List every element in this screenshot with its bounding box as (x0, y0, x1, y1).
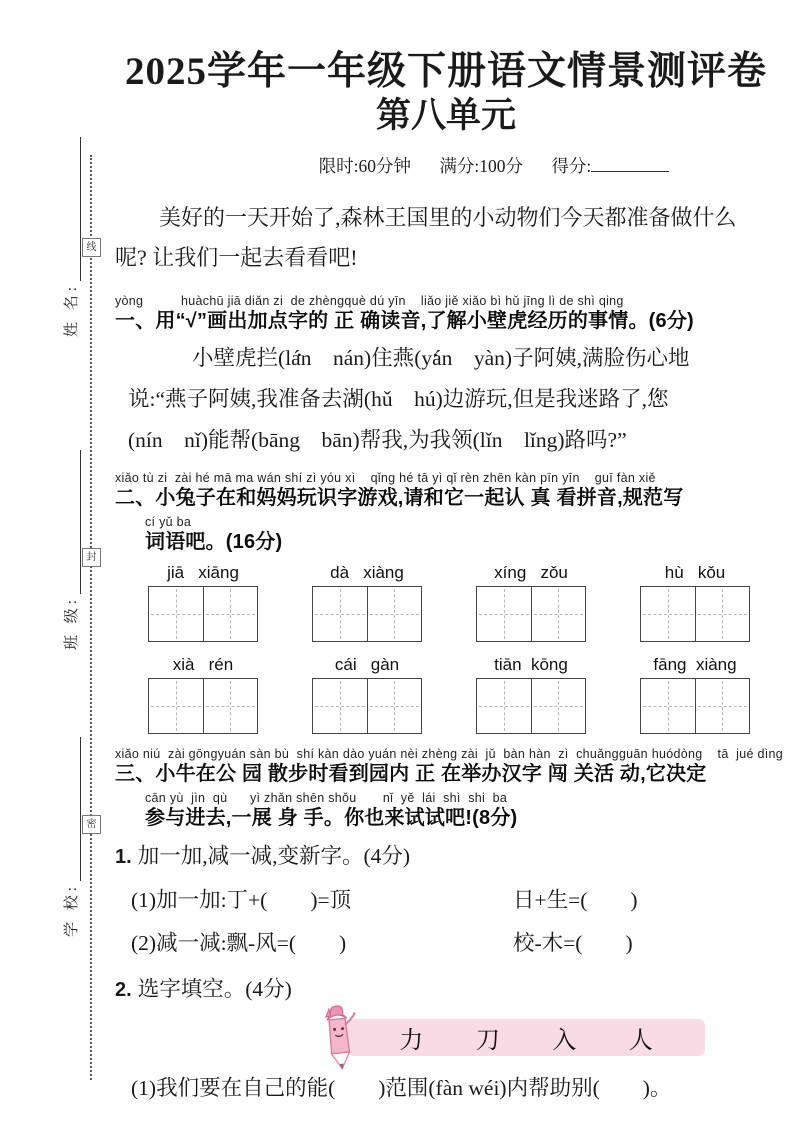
emphasized-character: 您 • (647, 387, 669, 411)
word-item (640, 655, 750, 734)
word-grid-row-2 (115, 655, 777, 734)
section-3 (115, 747, 784, 1104)
section-3-heading-2: 参与进去,一展 身 手。你也来试试吧!(8分) (145, 807, 518, 830)
class-field (51, 450, 81, 650)
word-pinyin-label: xíng zǒu (494, 563, 568, 583)
writing-cell (367, 678, 423, 734)
school-field-label: 学 校: (64, 883, 80, 937)
writing-cell (148, 678, 204, 734)
q1-equation-row (115, 928, 777, 958)
choice-character: 刀 (475, 1028, 500, 1055)
passage-text: 说:“燕子阿姨,我准备去 (128, 387, 343, 412)
emphasized-character: 燕 • (393, 346, 415, 370)
writing-cell (367, 586, 423, 642)
question-1-number: 1. (115, 846, 132, 869)
writing-cell (531, 586, 587, 642)
section-3-heading-1: 三、小牛在公 园 散步时看到园内 正 在举办汉字 闯 关活 动,它决定 (115, 763, 707, 786)
passage-line (128, 420, 777, 461)
section-2 (115, 471, 777, 734)
school-field (51, 737, 81, 937)
writing-grid (640, 586, 750, 642)
passage-text: 小壁虎 (192, 346, 257, 371)
passage-text: (nín nǐ)能 (128, 428, 230, 453)
writing-grid (312, 678, 422, 734)
writing-cell (531, 678, 587, 734)
seal-dotted-line (90, 155, 92, 1080)
seal-char-feng: 封 (82, 548, 101, 567)
seal-char-mi: 密 (82, 815, 101, 834)
score-blank (591, 156, 669, 172)
section-3-pinyin-1: xiǎo niú zài gōngyuán sàn bù shí kàn dào yuán nèi zhèng zài jǔ bàn hàn zì chuǎngguān huódòng tā jué dìng (115, 747, 784, 762)
question-1-title (115, 841, 777, 872)
writing-cell (148, 586, 204, 642)
word-item (640, 563, 750, 642)
passage-text: (yán yàn)子阿姨,满脸伤心地 (414, 346, 690, 371)
section-2-heading-2: 词语吧。(16分) (145, 531, 283, 554)
emphasized-character: 湖 • (342, 387, 364, 411)
time-limit-label: 限时:60分钟 (318, 156, 412, 177)
emphasized-character: 领 • (451, 428, 473, 452)
page-title: 2025学年一年级下册语文情景测评卷 (124, 50, 767, 93)
passage-text: (bāng bān)帮我,为我 (251, 428, 452, 453)
word-writing-area (115, 563, 777, 734)
choice-characters (347, 1019, 705, 1056)
q1-rows (115, 885, 777, 958)
class-field-label: 班 级: (64, 596, 80, 650)
word-item (312, 655, 422, 734)
word-item (476, 655, 586, 734)
writing-cell (640, 586, 696, 642)
exam-meta-line (115, 153, 777, 178)
word-pinyin-label: fāng xiàng (653, 655, 737, 675)
pencil-mascot-icon (317, 1003, 361, 1073)
question-2-text: 选字填空。(4分) (137, 977, 292, 1002)
question-2-title (115, 974, 777, 1005)
writing-cell (640, 678, 696, 734)
passage-line (128, 338, 777, 379)
q1-equation-left: (1)加一加:丁+( )=顶 (131, 888, 352, 913)
character-choice-area (347, 1019, 705, 1056)
word-pinyin-label: hù kǒu (664, 563, 726, 583)
q1-equation-row (115, 885, 777, 915)
word-item (148, 563, 258, 642)
section-1-pinyin: yòng huàchū jiā diǎn zi de zhèngquè dú yīn liǎo jiě xiǎo bì hǔ jīng lì de shì qing (115, 294, 624, 309)
word-item (476, 563, 586, 642)
word-pinyin-label: cái gàn (334, 655, 400, 675)
writing-cell (695, 678, 751, 734)
question-2-item-1: (1)我们要在自己的能( )范围(fàn wéi)内帮助别( )。 (131, 1076, 672, 1101)
word-item (312, 563, 422, 642)
name-field-label: 姓 名: (64, 283, 80, 337)
word-item (148, 655, 258, 734)
passage-line (128, 379, 777, 420)
section-2-heading-1: 二、小兔子在和妈妈玩识字游戏,请和它一起认 真 看拼音,规范写 (115, 487, 684, 510)
section-1 (115, 294, 777, 461)
writing-grid (148, 586, 258, 642)
writing-cell (312, 586, 368, 642)
name-field (51, 137, 81, 337)
writing-cell (476, 678, 532, 734)
full-score-label: 满分:100分 (439, 156, 524, 177)
passage-text: (lǐn lǐng)路吗?” (472, 428, 627, 453)
q1-equation-right: 日+生=( ) (513, 888, 638, 913)
word-grid-row-1 (115, 563, 777, 642)
choice-character: 入 (552, 1028, 577, 1055)
class-field-blank (62, 450, 81, 594)
score-label: 得分: (551, 156, 592, 177)
writing-cell (695, 586, 751, 642)
reading-passage (115, 338, 777, 461)
question-2-number: 2. (115, 979, 132, 1002)
section-2-pinyin-1: xiǎo tù zi zài hé mā ma wán shí zì yóu xì qǐng hé tā yì qǐ rèn zhēn kàn pīn yīn guī fàn xiě (115, 471, 656, 486)
name-field-blank (62, 137, 81, 281)
section-2-pinyin-2: cí yǔ ba (145, 515, 192, 530)
writing-cell (203, 678, 259, 734)
section-1-heading: 一、用“√”画出加点字的 正 确读音,了解小壁虎经历的事情。(6分) (115, 310, 694, 333)
writing-cell (312, 678, 368, 734)
writing-grid (476, 678, 586, 734)
emphasized-character: 帮 • (230, 428, 252, 452)
passage-text: (hǔ hú)边游玩,但是我迷路了, (363, 387, 647, 412)
q1-equation-right: 校-木=( ) (513, 931, 633, 956)
passage-text: (lán nán)住 (278, 346, 393, 371)
choice-character: 力 (399, 1028, 424, 1055)
writing-grid (148, 678, 258, 734)
choice-character: 人 (628, 1028, 653, 1055)
emphasized-character: 拦 • (257, 346, 279, 370)
seal-char-line: 线 (82, 238, 101, 257)
school-field-blank (62, 737, 81, 881)
word-pinyin-label: dà xiàng (330, 563, 404, 583)
writing-cell (476, 586, 532, 642)
writing-grid (476, 586, 586, 642)
unit-subtitle: 第八单元 (375, 95, 516, 135)
section-3-pinyin-2: cān yù jìn qù yì zhǎn shēn shǒu nǐ yě lái shì shi ba (145, 791, 508, 806)
q1-equation-left: (2)减一减:飘-风=( ) (131, 931, 347, 956)
writing-cell (203, 586, 259, 642)
intro-paragraph: 美好的一天开始了,森林王国里的小动物们今天都准备做什么呢? 让我们一起去看看吧! (115, 205, 737, 271)
word-pinyin-label: jiā xiāng (167, 563, 239, 583)
writing-grid (640, 678, 750, 734)
word-pinyin-label: xià rén (172, 655, 234, 675)
word-pinyin-label: tiān kōng (494, 655, 568, 675)
exam-content (115, 0, 784, 1104)
writing-grid (312, 586, 422, 642)
question-1-text: 加一加,减一减,变新字。(4分) (137, 844, 411, 869)
